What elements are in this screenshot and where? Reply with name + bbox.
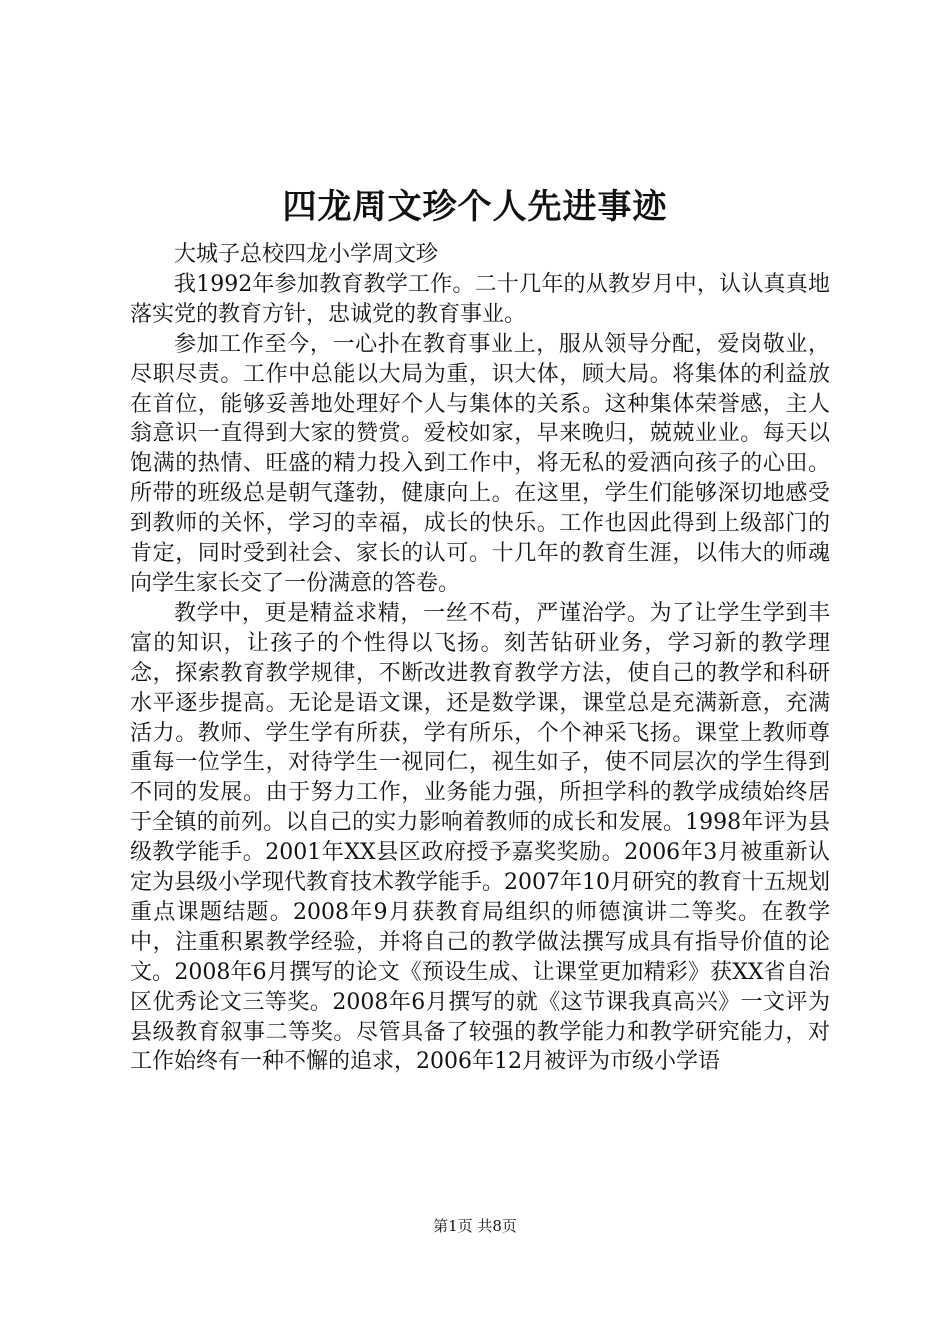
author-line: 大城子总校四龙小学周文珍 [174,242,439,267]
page-footer: 第1页 共8页 [433,1217,517,1235]
document-body [130,240,830,1077]
document-title: 四龙周文珍个人先进事迹 [282,187,668,227]
paragraph: 教学中，更是精益求精，一丝不苟，严谨治学。为了让学生学到丰富的知识，让孩子的个性得以飞扬。刻苦钻研业务，学习新的教学理念，探索教育教学规律，不断改进教育教学方法，使自己的教学和科研水平逐步提高。无论是语文课，还是数学课，课堂总是充满新意，充满活力。教师、学生学有所获，学有所乐，个个神采飞扬。课堂上教师尊重每一位学生，对待学生一视同仁，视生如子，使不同层次的学生得到不同的发展。由于努力工作，业务能力强，所担学科的教学成绩始终居于全镇的前列。以自己的实力影响着教师的成长和发展。1998年评为县级教学能手。2001年XX县区政府授予嘉奖奖励。2006年3月被重新认定为县级小学现代教育技术教学能手。2007年10月研究的教育十五规划重点课题结题。2008年9月获教育局组织的师德演讲二等奖。在教学中，注重积累教学经验，并将自己的教学做法撰写成具有指导价值的论文。2008年6月撰写的论文《预设生成、让课堂更加精彩》获XX省自治区优秀论文三等奖。2008年6月撰写的就《这节课我真高兴》一文评为县级教育叙事二等奖。尽管具备了较强的教学能力和教学研究能力，对工作始终有一种不懈的追求，2006年12月被评为市级小学语 [130,600,830,1075]
paragraph: 参加工作至今，一心扑在教育事业上，服从领导分配，爱岗敬业，尽职尽责。工作中总能以大局为重，识大体，顾大局。将集体的利益放在首位，能够妥善地处理好个人与集体的关系。这种集体荣誉感，主人翁意识一直得到大家的赞赏。爱校如家，早来晚归，兢兢业业。每天以饱满的热情、旺盛的精力投入到工作中，将无私的爱洒向孩子的心田。所带的班级总是朝气蓬勃，健康向上。在这里，学生们能够深切地感受到教师的关怀，学习的幸福，成长的快乐。工作也因此得到上级部门的肯定，同时受到社会、家长的认可。十几年的教育生涯，以伟大的师魂向学生家长交了一份满意的答卷。 [130,331,830,596]
paragraph: 我1992年参加教育教学工作。二十几年的从教岁月中，认认真真地落实党的教育方针，忠诚党的教育事业。 [130,271,830,327]
